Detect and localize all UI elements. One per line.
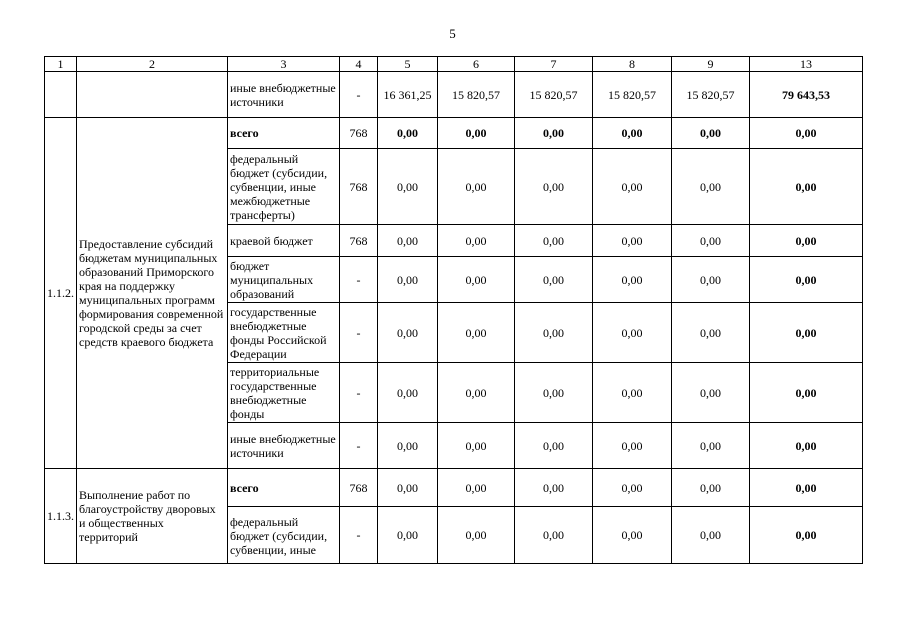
value-cell: 0,00 [515, 257, 593, 303]
value-cell: 0,00 [515, 225, 593, 257]
value-cell: 0,00 [378, 423, 438, 469]
table-row [45, 72, 863, 118]
code-cell: 768 [340, 149, 378, 225]
header-row [45, 57, 863, 72]
value-cell: 0,00 [378, 225, 438, 257]
value-cell: 0,00 [515, 507, 593, 564]
funding-source-cell: иные внебюджетные источники [228, 423, 340, 469]
value-cell: 0,00 [672, 507, 750, 564]
value-cell: 0,00 [672, 225, 750, 257]
total-cell: 0,00 [750, 149, 863, 225]
value-cell: 0,00 [672, 149, 750, 225]
code-cell: - [340, 257, 378, 303]
code-cell: - [340, 363, 378, 423]
value-cell: 0,00 [515, 363, 593, 423]
table-row [45, 118, 863, 149]
header-cell: 6 [438, 57, 515, 72]
value-cell: 0,00 [593, 363, 672, 423]
value-cell: 0,00 [378, 469, 438, 507]
value-cell: 0,00 [438, 363, 515, 423]
header-cell: 1 [45, 57, 77, 72]
total-cell: 0,00 [750, 363, 863, 423]
total-cell: 0,00 [750, 423, 863, 469]
funding-source-cell: федеральный бюджет (субсидии, субвенции, иные межбюджетные трансферты) [228, 149, 340, 225]
header-cell: 5 [378, 57, 438, 72]
value-cell: 0,00 [378, 507, 438, 564]
funding-source-cell: иные внебюджетные источники [228, 72, 340, 118]
value-cell: 0,00 [438, 507, 515, 564]
item-name-cell [77, 72, 228, 118]
total-cell: 79 643,53 [750, 72, 863, 118]
table-row [45, 469, 863, 507]
value-cell: 0,00 [378, 303, 438, 363]
item-name-cell: Предоставление субсидий бюджетам муниципальных образований Приморского края на поддержку муниципальных программ формирования современной городской среды за счет средств краевого бюджета [77, 118, 228, 469]
page-number: 5 [449, 26, 456, 41]
value-cell: 0,00 [672, 118, 750, 149]
funding-source-cell: краевой бюджет [228, 225, 340, 257]
value-cell: 0,00 [438, 118, 515, 149]
value-cell: 0,00 [438, 469, 515, 507]
budget-table [44, 56, 863, 564]
value-cell: 0,00 [672, 257, 750, 303]
code-cell: - [340, 303, 378, 363]
value-cell: 0,00 [438, 225, 515, 257]
value-cell: 0,00 [593, 469, 672, 507]
funding-source-cell: территориальные государственные внебюджетные фонды [228, 363, 340, 423]
item-name-cell: Выполнение работ по благоустройству дворовых и общественных территорий [77, 469, 228, 564]
total-cell: 0,00 [750, 303, 863, 363]
value-cell: 0,00 [593, 257, 672, 303]
value-cell: 0,00 [378, 149, 438, 225]
funding-source-cell: государственные внебюджетные фонды Российской Федерации [228, 303, 340, 363]
total-cell: 0,00 [750, 118, 863, 149]
value-cell: 0,00 [378, 118, 438, 149]
value-cell: 0,00 [593, 149, 672, 225]
value-cell: 0,00 [438, 149, 515, 225]
funding-source-cell: всего [228, 469, 340, 507]
value-cell: 0,00 [515, 423, 593, 469]
total-cell: 0,00 [750, 257, 863, 303]
code-cell: - [340, 72, 378, 118]
value-cell: 0,00 [515, 469, 593, 507]
header-cell: 7 [515, 57, 593, 72]
value-cell: 0,00 [378, 363, 438, 423]
value-cell: 0,00 [438, 423, 515, 469]
value-cell: 0,00 [593, 303, 672, 363]
value-cell: 0,00 [515, 149, 593, 225]
header-cell: 8 [593, 57, 672, 72]
funding-source-cell: федеральный бюджет (субсидии, субвенции, иные [228, 507, 340, 564]
total-cell: 0,00 [750, 469, 863, 507]
value-cell: 0,00 [515, 303, 593, 363]
value-cell: 16 361,25 [378, 72, 438, 118]
funding-source-cell: всего [228, 118, 340, 149]
header-cell: 13 [750, 57, 863, 72]
value-cell: 15 820,57 [593, 72, 672, 118]
value-cell: 0,00 [515, 118, 593, 149]
item-number-cell: 1.1.2. [45, 118, 77, 469]
header-cell: 4 [340, 57, 378, 72]
code-cell: 768 [340, 469, 378, 507]
value-cell: 15 820,57 [438, 72, 515, 118]
value-cell: 0,00 [672, 303, 750, 363]
code-cell: - [340, 423, 378, 469]
value-cell: 0,00 [672, 469, 750, 507]
value-cell: 0,00 [593, 507, 672, 564]
value-cell: 0,00 [593, 225, 672, 257]
value-cell: 0,00 [593, 118, 672, 149]
value-cell: 0,00 [438, 257, 515, 303]
item-number-cell: 1.1.3. [45, 469, 77, 564]
value-cell: 0,00 [672, 423, 750, 469]
value-cell: 0,00 [672, 363, 750, 423]
value-cell: 0,00 [438, 303, 515, 363]
header-cell: 2 [77, 57, 228, 72]
value-cell: 15 820,57 [672, 72, 750, 118]
value-cell: 0,00 [378, 257, 438, 303]
total-cell: 0,00 [750, 225, 863, 257]
value-cell: 15 820,57 [515, 72, 593, 118]
code-cell: 768 [340, 118, 378, 149]
funding-source-cell: бюджет муниципальных образований [228, 257, 340, 303]
item-number-cell [45, 72, 77, 118]
value-cell: 0,00 [593, 423, 672, 469]
code-cell: 768 [340, 225, 378, 257]
header-cell: 9 [672, 57, 750, 72]
total-cell: 0,00 [750, 507, 863, 564]
code-cell: - [340, 507, 378, 564]
header-cell: 3 [228, 57, 340, 72]
